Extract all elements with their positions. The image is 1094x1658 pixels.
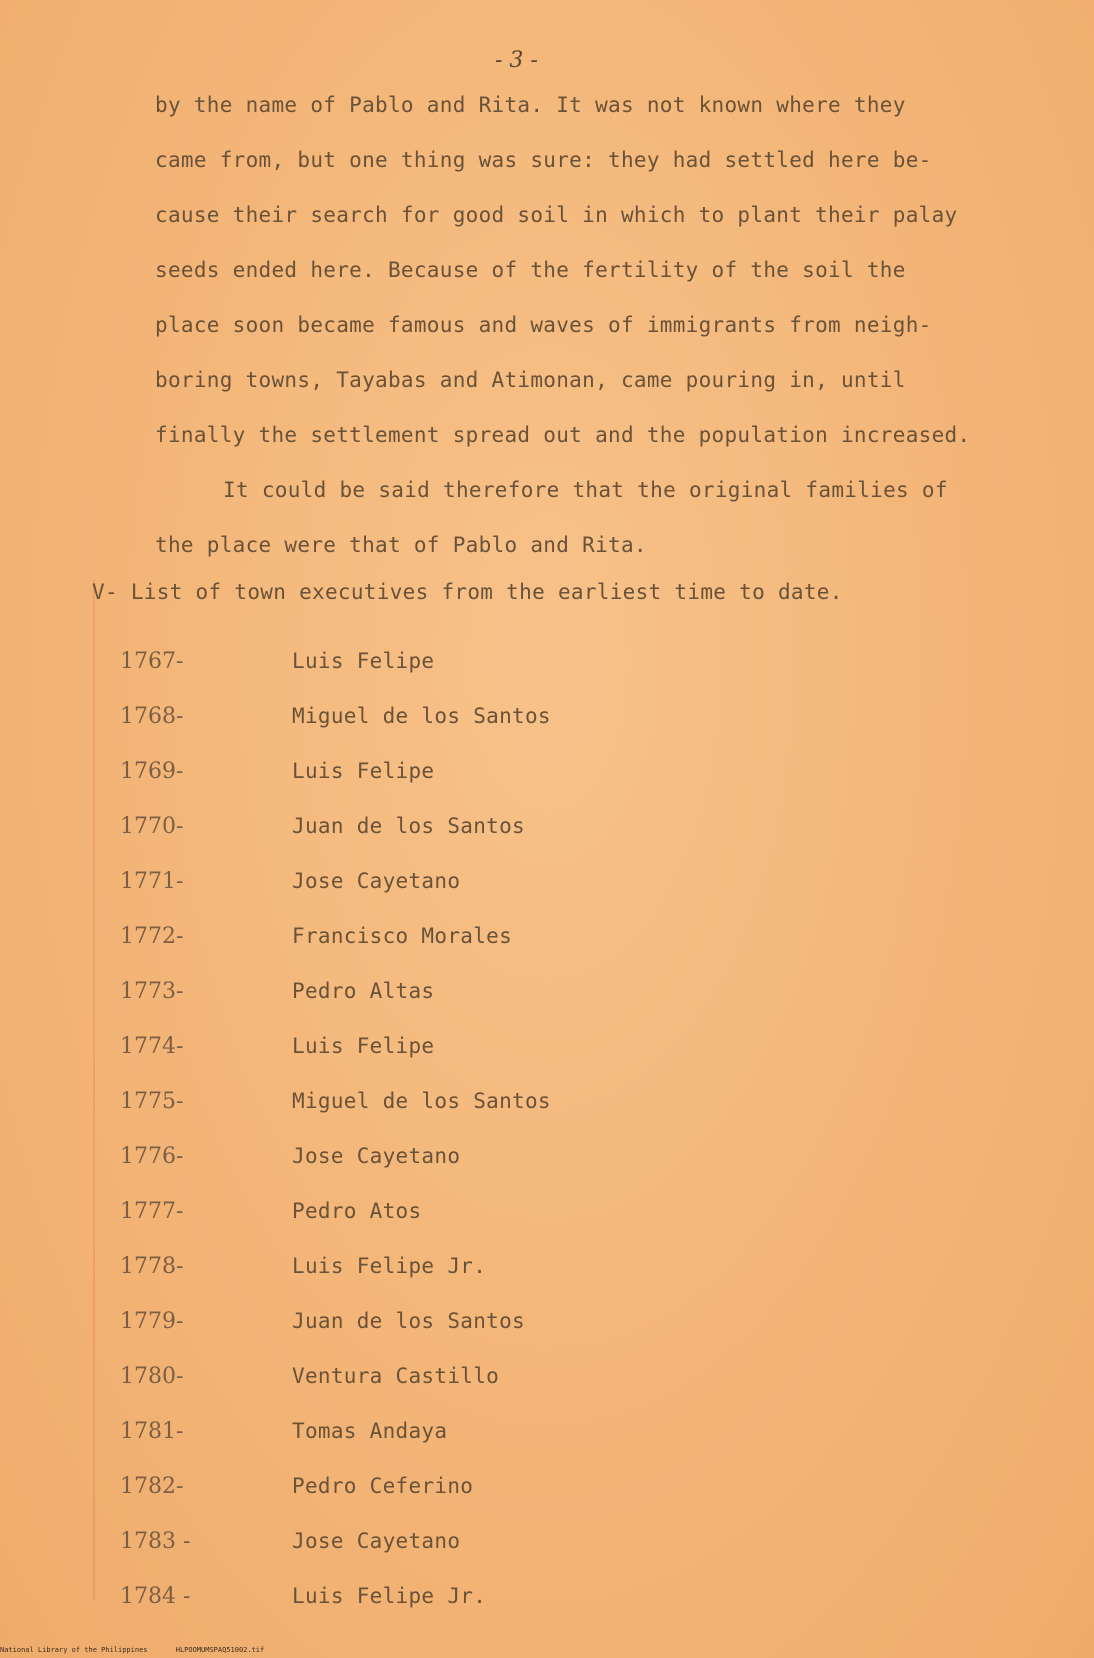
executive-name: Pedro Ceferino [292,1474,474,1498]
year: 1776- [120,1144,184,1169]
executive-name: Francisco Morales [292,924,513,948]
list-item [110,1349,810,1404]
section-heading: V- List of town executives from the earliest time to date. [92,580,843,604]
year: 1778- [120,1254,184,1279]
margin-rule [93,580,95,1600]
list-item [110,964,810,1019]
text-line: the place were that of Pablo and Rita. [155,533,647,557]
text-line: It could be said therefore that the original families of [223,478,948,502]
text-line: boring towns, Tayabas and Atimonan, came pouring in, until [155,368,906,392]
year: 1783 - [120,1529,191,1554]
list-item [110,1074,810,1129]
list-item [110,744,810,799]
list-item [110,799,810,854]
executive-name: Jose Cayetano [292,869,461,893]
list-item [110,1019,810,1074]
footer-band [0,1646,1094,1658]
year: 1773- [120,979,184,1004]
list-item [110,1129,810,1184]
year: 1781- [120,1419,184,1444]
executive-name: Ventura Castillo [292,1364,500,1388]
year: 1772- [120,924,184,949]
executive-name: Miguel de los Santos [292,1089,551,1113]
year: 1775- [120,1089,184,1114]
executive-name: Juan de los Santos [292,1309,525,1333]
text-line: by the name of Pablo and Rita. It was not known where they [155,93,906,117]
executive-name: Jose Cayetano [292,1529,461,1553]
executive-name: Luis Felipe Jr. [292,1584,487,1608]
page-number: - 3 - [495,48,538,73]
year: 1780- [120,1364,184,1389]
list-item [110,1404,810,1459]
text-line: finally the settlement spread out and the population increased. [155,423,971,447]
library-credit: National Library of the Philippines [0,1646,148,1654]
list-item [110,1184,810,1239]
year: 1769- [120,759,184,784]
year: 1774- [120,1034,184,1059]
executive-name: Luis Felipe [292,1034,435,1058]
executive-name: Juan de los Santos [292,814,525,838]
year: 1768- [120,704,184,729]
text-line: seeds ended here. Because of the fertility of the soil the [155,258,906,282]
text-line: cause their search for good soil in which to plant their palay [155,203,958,227]
executive-name: Luis Felipe [292,649,435,673]
list-item [110,1294,810,1349]
list-item [110,1459,810,1514]
list-item [110,909,810,964]
file-name: HLPOOMUMSPAQ51002.tif [175,1646,265,1654]
executive-name: Pedro Altas [292,979,435,1003]
text-line: came from, but one thing was sure: they had settled here be- [155,148,932,172]
scan-footer [0,1646,1094,1654]
year: 1767- [120,649,184,674]
paragraph-origin [155,78,1015,463]
executive-name: Luis Felipe Jr. [292,1254,487,1278]
executive-name: Luis Felipe [292,759,435,783]
year: 1777- [120,1199,184,1224]
list-item [110,689,810,744]
year: 1784 - [120,1584,191,1609]
text-line: place soon became famous and waves of immigrants from neigh- [155,313,932,337]
executive-name: Pedro Atos [292,1199,422,1223]
year: 1770- [120,814,184,839]
paragraph-families [155,463,1015,573]
year: 1779- [120,1309,184,1334]
executive-name: Jose Cayetano [292,1144,461,1168]
list-item [110,1239,810,1294]
list-item [110,1514,810,1569]
executives-list [110,634,810,1624]
list-item [110,1569,810,1624]
executive-name: Miguel de los Santos [292,704,551,728]
executive-name: Tomas Andaya [292,1419,448,1443]
year: 1771- [120,869,184,894]
list-item [110,634,810,689]
list-item [110,854,810,909]
year: 1782- [120,1474,184,1499]
